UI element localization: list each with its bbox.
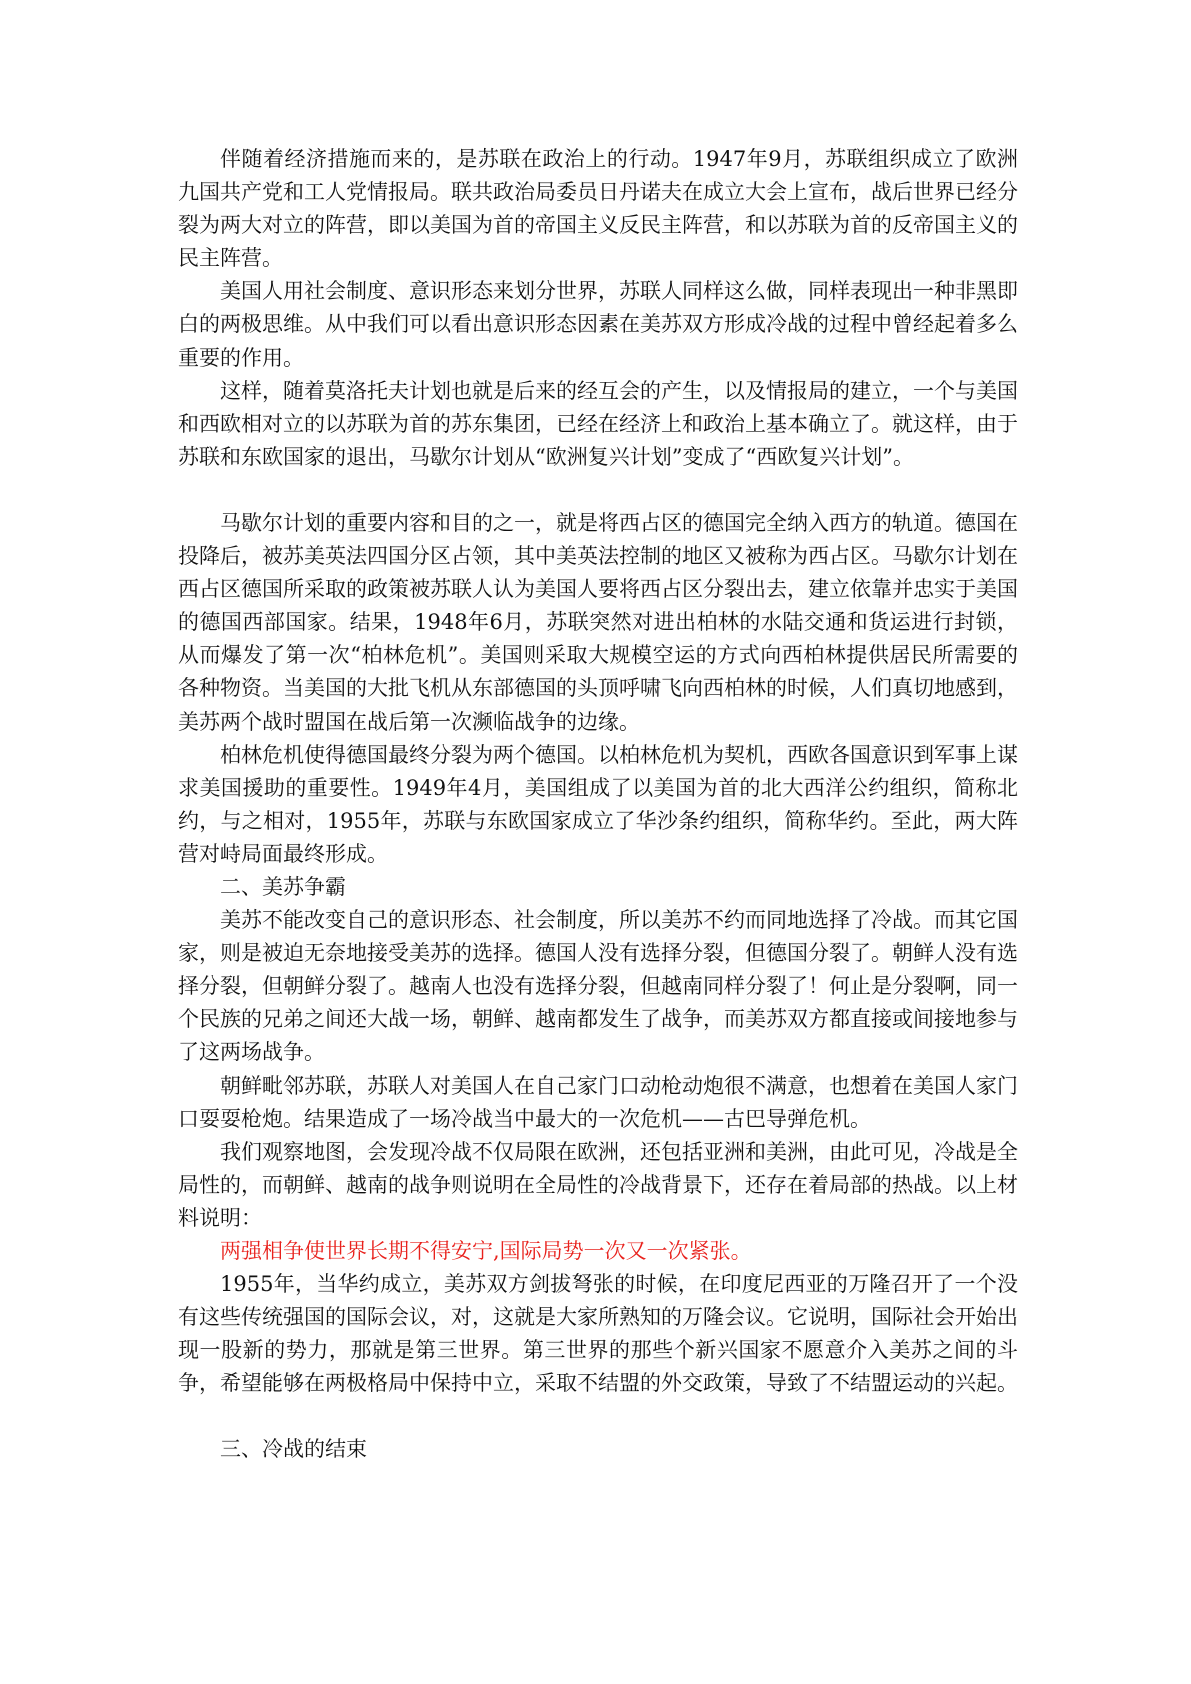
paragraph-global-cold-war: 我们观察地图，会发现冷战不仅局限在欧洲，还包括亚洲和美洲，由此可见，冷战是全局性的，而朝鲜、越南的战争则说明在全局性的冷战背景下，还存在着局部的热战。以上材料说明： [178,1139,1018,1230]
paragraph-cominform: 伴随着经济措施而来的，是苏联在政治上的行动。1947年9月，苏联组织成立了欧洲九国共产党和工人党情报局。联共政治局委员日丹诺夫在成立大会上宣布，战后世界已经分裂为两大对立的阵营，即以美国为首的帝国主义反民主阵营，和以苏联为首的反帝国主义的民主阵营。 [178,147,1018,271]
paragraph-molotov-plan: 这样，随着莫洛托夫计划也就是后来的经互会的产生，以及情报局的建立，一个与美国和西欧相对立的以苏联为首的苏东集团，已经在经济上和政治上基本确立了。就这样，由于苏联和东欧国家的退出，马歇尔计划从“欧洲复兴计划”变成了“西欧复兴计划”。 [178,378,1018,469]
paragraph-bandung: 1955年，当华约成立，美苏双方剑拔弩张的时候，在印度尼西亚的万隆召开了一个没有这些传统强国的国际会议，对，这就是大家所熟知的万隆会议。它说明，国际社会开始出现一股新的势力，那就是第三世界。第三世界的那些个新兴国家不愿意介入美苏之间的斗争，希望能够在两极格局中保持中立，采取不结盟的外交政策，导致了不结盟运动的兴起。 [178,1272,1018,1396]
paragraph-ideology: 美国人用社会制度、意识形态来划分世界，苏联人同样这么做，同样表现出一种非黑即白的两极思维。从中我们可以看出意识形态因素在美苏双方形成冷战的过程中曾经起着多么重要的作用。 [178,279,1018,370]
document-body [178,143,1018,1467]
paragraph-berlin-blockade: 马歇尔计划的重要内容和目的之一，就是将西占区的德国完全纳入西方的轨道。德国在投降后，被苏美英法四国分区占领，其中美英法控制的地区又被称为西占区。马歇尔计划在西占区德国所采取的政策被苏联人认为美国人要将西占区分裂出去，建立依靠并忠实于美国的德国西部国家。结果，1948年6月，苏联突然对进出柏林的水陆交通和货运进行封锁，从而爆发了第一次“柏林危机”。美国则采取大规模空运的方式向西柏林提供居民所需要的各种物资。当美国的大批飞机从东部德国的头顶呼啸飞向西柏林的时候，人们真切地感到，美苏两个战时盟国在战后第一次濒临战争的边缘。 [178,510,1018,734]
paragraph-divided-nations: 美苏不能改变自己的意识形态、社会制度，所以美苏不约而同地选择了冷战。而其它国家，则是被迫无奈地接受美苏的选择。德国人没有选择分裂，但德国分裂了。朝鲜人没有选择分裂，但朝鲜分裂了。越南人也没有选择分裂，但越南同样分裂了！何止是分裂啊，同一个民族的兄弟之间还大战一场，朝鲜、越南都发生了战争，而美苏双方都直接或间接地参与了这两场战争。 [178,908,1018,1065]
highlighted-conclusion: 两强相争使世界长期不得安宁,国际局势一次又一次紧张。 [220,1239,752,1263]
blank-line [178,474,1018,507]
paragraph-nato-warsaw: 柏林危机使得德国最终分裂为两个德国。以柏林危机为契机，西欧各国意识到军事上谋求美国援助的重要性。1949年4月，美国组成了以美国为首的北大西洋公约组织，简称北约，与之相对，1955年，苏联与东欧国家成立了华沙条约组织，简称华约。至此，两大阵营对峙局面最终形成。 [178,742,1018,866]
blank-line [178,1400,1018,1433]
section-heading-end-of-cold-war: 三、冷战的结束 [220,1437,367,1462]
paragraph-cuban-crisis: 朝鲜毗邻苏联，苏联人对美国人在自己家门口动枪动炮很不满意，也想着在美国人家门口耍耍枪炮。结果造成了一场冷战当中最大的一次危机——古巴导弹危机。 [178,1073,1018,1131]
section-heading-rivalry: 二、美苏争霸 [220,874,346,899]
